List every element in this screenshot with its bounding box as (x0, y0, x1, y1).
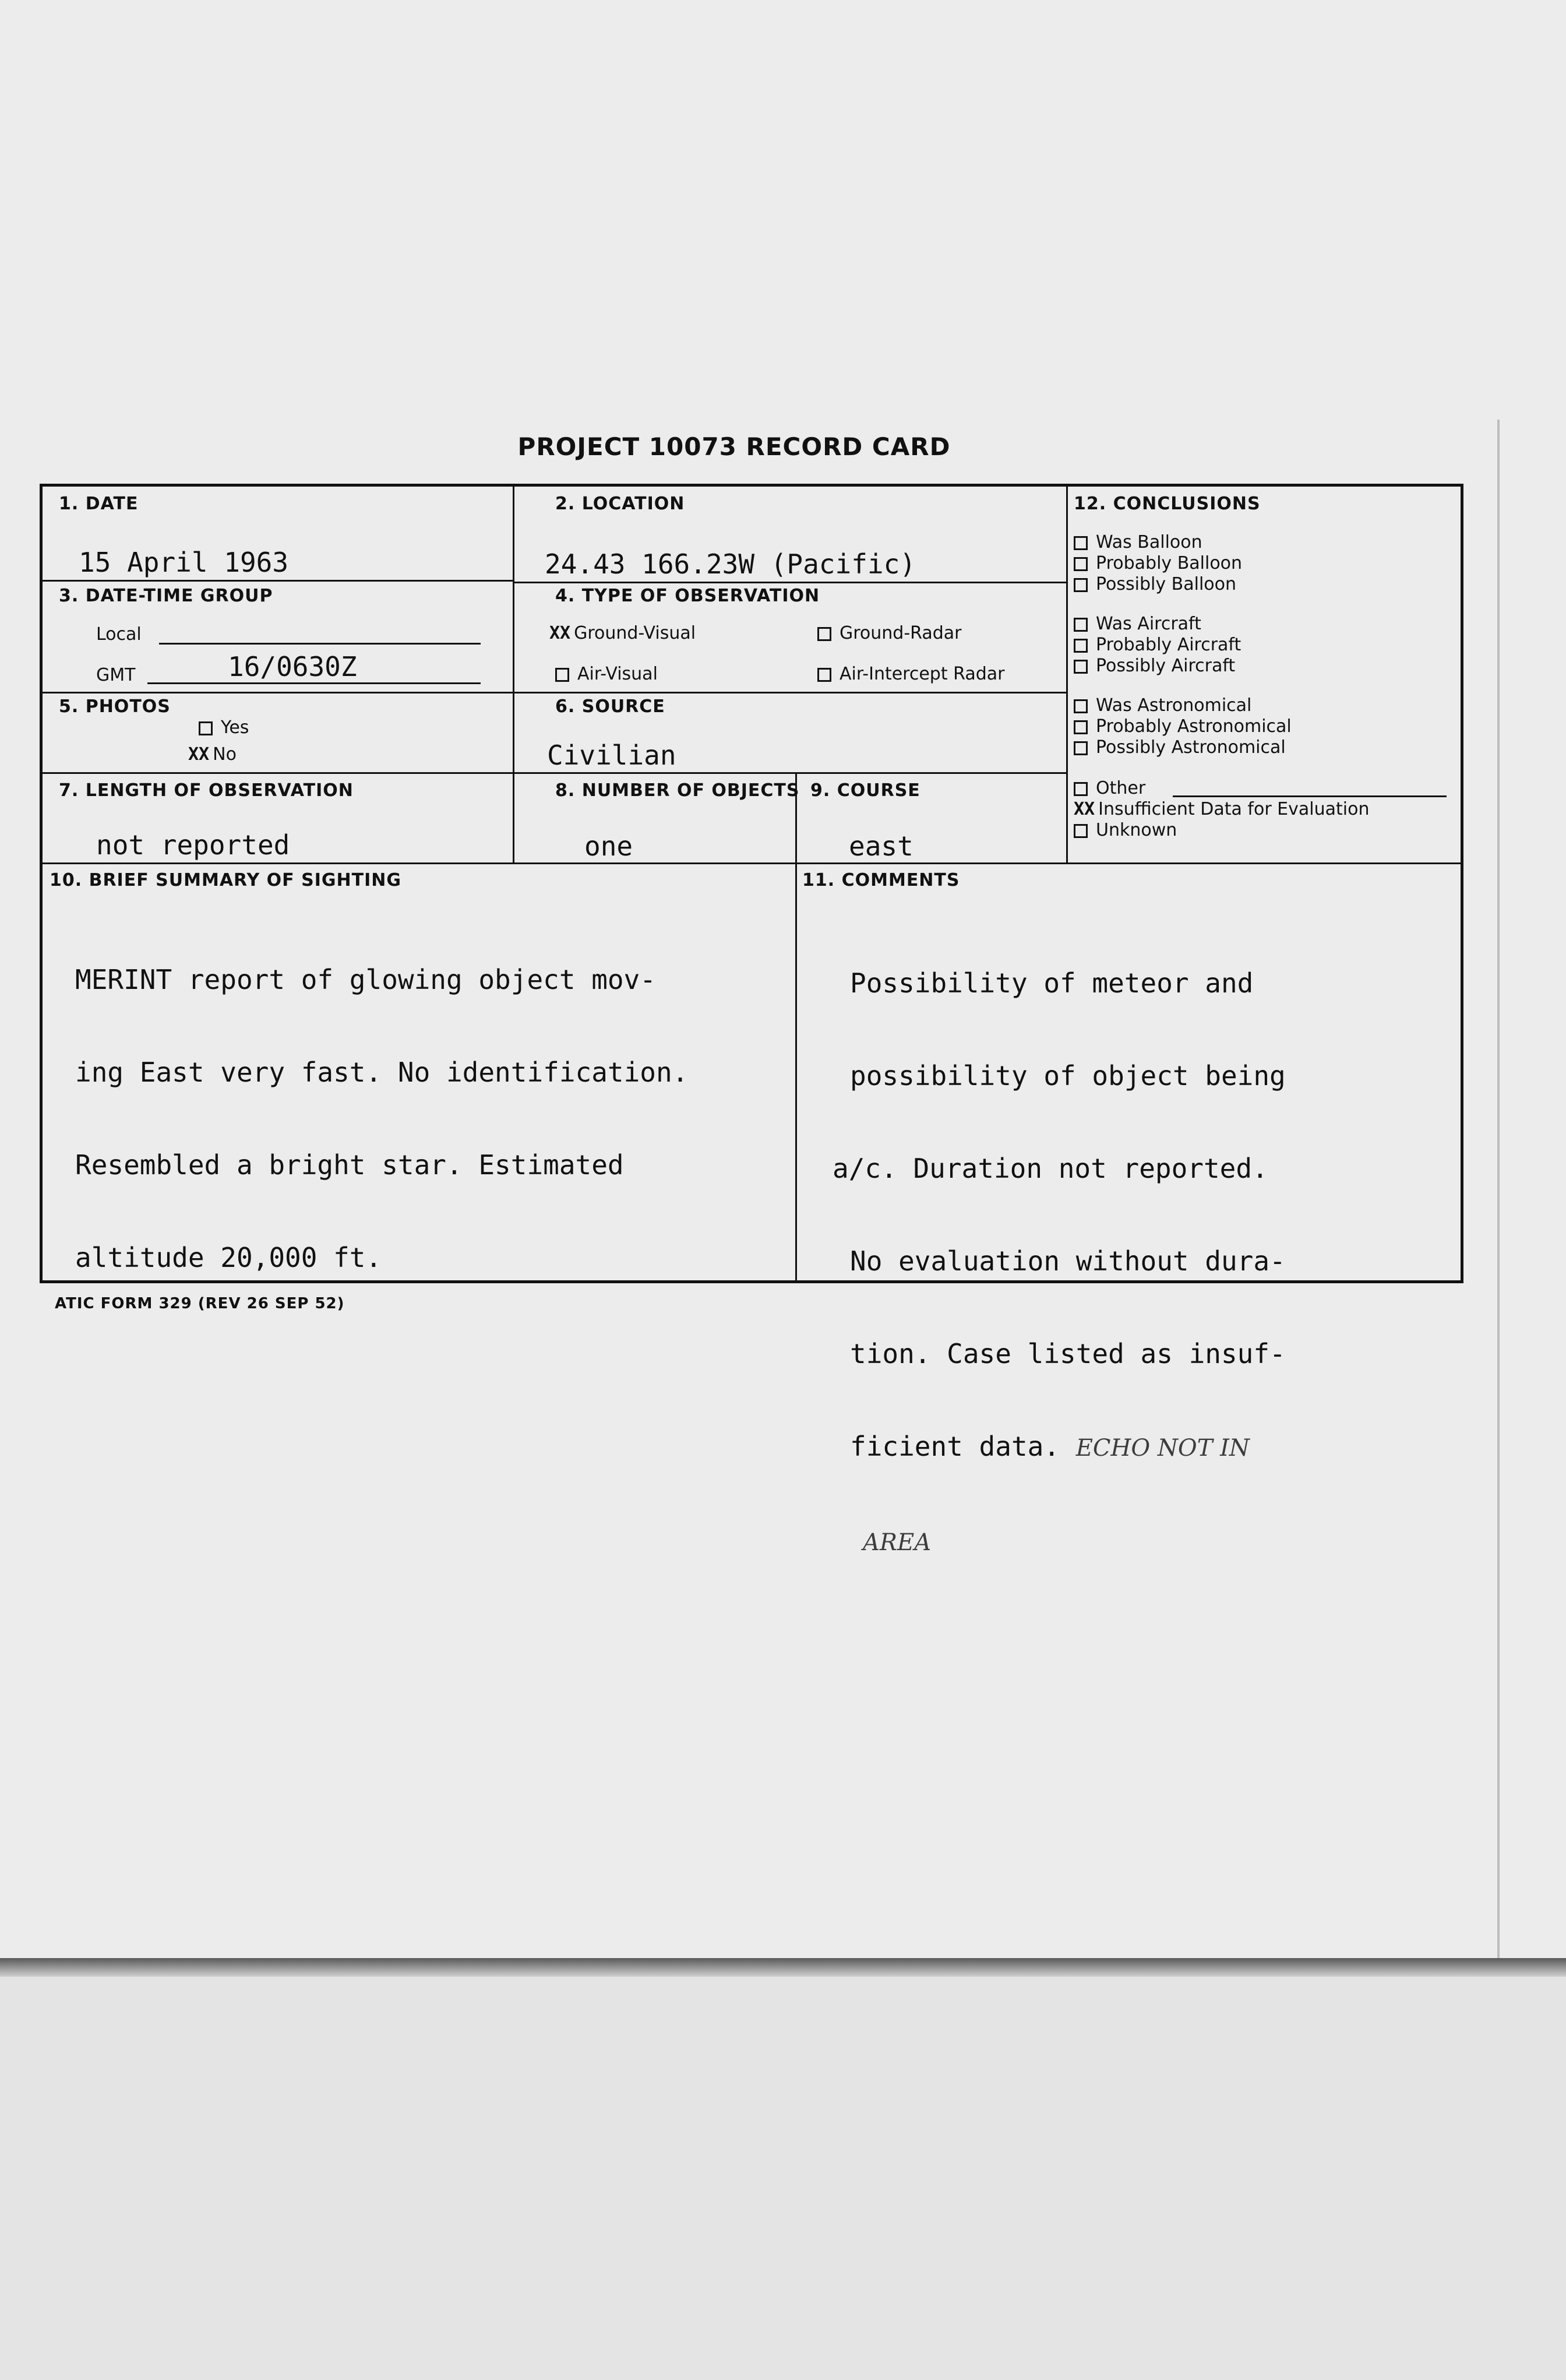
checkbox-icon (199, 721, 213, 735)
ground-visual-option (549, 623, 696, 643)
handwritten-note: ECHO NOT IN (1075, 1435, 1250, 1462)
summary-line: MERINT report of glowing object mov- (75, 964, 656, 995)
summary-line: Resembled a bright star. Estimated (75, 1149, 624, 1181)
divider (1066, 487, 1068, 862)
probably-balloon-label: Probably Balloon (1096, 553, 1243, 573)
other-field-line (1173, 795, 1447, 797)
possibly-balloon-label: Possibly Balloon (1096, 574, 1236, 594)
comments-label: 11. COMMENTS (802, 870, 960, 890)
local-label: Local (96, 624, 142, 645)
background-surface (0, 1977, 1566, 2380)
divider (43, 692, 1066, 693)
divider (43, 580, 513, 582)
checkbox-icon (1074, 660, 1088, 674)
location-value: 24.43 166.23W (Pacific) (545, 548, 916, 580)
checkbox-icon (817, 627, 831, 641)
length-value: not reported (96, 829, 290, 861)
divider (513, 487, 514, 862)
possibly-astronomical-label: Possibly Astronomical (1096, 737, 1286, 758)
air-intercept-radar-option (817, 664, 1004, 684)
probably-astronomical-option (1074, 716, 1292, 737)
was-aircraft-label: Was Aircraft (1096, 614, 1201, 634)
air-visual-option (555, 664, 658, 684)
unknown-label: Unknown (1096, 820, 1177, 840)
possibly-astronomical-option (1074, 737, 1292, 758)
source-label: 6. SOURCE (555, 696, 665, 717)
ground-radar-option (817, 623, 962, 643)
gmt-label: GMT (96, 665, 136, 685)
date-value: 15 April 1963 (79, 547, 289, 578)
gmt-value: 16/0630Z (228, 651, 357, 682)
comment-line-with-note (850, 1431, 1286, 1464)
was-balloon-option (1074, 532, 1242, 553)
checkbox-icon (1074, 639, 1088, 653)
handwritten-note-line (863, 1526, 1286, 1558)
comment-line: possibility of object being (850, 1060, 1286, 1092)
divider (43, 862, 1461, 864)
comment-line: ficient data. (850, 1431, 1060, 1462)
was-balloon-label: Was Balloon (1096, 532, 1202, 552)
possibly-balloon-option (1074, 574, 1242, 595)
photos-no-option (188, 744, 237, 765)
gmt-field-line (147, 682, 481, 684)
checkbox-icon (1074, 720, 1088, 734)
divider (513, 582, 1066, 583)
was-astronomical-option (1074, 695, 1292, 716)
photos-yes-label: Yes (221, 717, 249, 738)
checked-mark: XX (549, 623, 571, 643)
comment-line: No evaluation without dura- (850, 1245, 1286, 1277)
checkbox-icon (555, 668, 569, 682)
checkbox-icon (1074, 536, 1088, 550)
was-aircraft-option (1074, 614, 1241, 635)
checked-mark: XX (188, 744, 210, 765)
comment-line: a/c. Duration not reported. (833, 1153, 1268, 1184)
handwritten-note: AREA (863, 1529, 932, 1556)
conclusions-astronomical-group (1074, 695, 1292, 758)
date-label: 1. DATE (59, 494, 139, 514)
divider (795, 772, 797, 1283)
checked-mark: XX (1074, 799, 1095, 819)
possibly-aircraft-option (1074, 656, 1241, 677)
probably-balloon-option (1074, 553, 1242, 574)
course-label: 9. COURSE (810, 780, 920, 801)
conclusions-balloon-group (1074, 532, 1242, 595)
length-label: 7. LENGTH OF OBSERVATION (59, 780, 354, 801)
summary-text (75, 903, 688, 1335)
was-astronomical-label: Was Astronomical (1096, 695, 1252, 716)
local-field-line (159, 643, 481, 645)
probably-aircraft-label: Probably Aircraft (1096, 635, 1241, 655)
checkbox-icon (1074, 699, 1088, 713)
insufficient-option (1074, 799, 1369, 820)
objects-value: one (584, 830, 633, 862)
checkbox-icon (1074, 618, 1088, 632)
summary-label: 10. BRIEF SUMMARY OF SIGHTING (50, 870, 401, 890)
datetime-label: 3. DATE-TIME GROUP (59, 586, 273, 606)
comments-text (833, 906, 1286, 1620)
course-value: east (849, 830, 914, 862)
comment-line: Possibility of meteor and (850, 967, 1254, 999)
possibly-aircraft-label: Possibly Aircraft (1096, 656, 1236, 676)
paper-fold-line (1497, 420, 1500, 1958)
location-label: 2. LOCATION (555, 494, 685, 514)
checkbox-icon (817, 668, 831, 682)
divider (43, 772, 1066, 774)
air-visual-label: Air-Visual (577, 664, 658, 684)
paper-edge-shadow (0, 1958, 1566, 1977)
objects-label: 8. NUMBER OF OBJECTS (555, 780, 800, 801)
conclusions-aircraft-group (1074, 614, 1241, 677)
conclusions-label: 12. CONCLUSIONS (1074, 494, 1261, 514)
probably-astronomical-label: Probably Astronomical (1096, 716, 1292, 737)
comment-line: tion. Case listed as insuf- (850, 1338, 1286, 1369)
photos-label: 5. PHOTOS (59, 696, 171, 717)
photos-no-label: No (213, 744, 237, 765)
checkbox-icon (1074, 741, 1088, 755)
conclusions-other-group (1074, 778, 1369, 841)
checkbox-icon (1074, 557, 1088, 571)
summary-line: altitude 20,000 ft. (75, 1242, 382, 1273)
checkbox-icon (1074, 578, 1088, 592)
ground-visual-label: Ground-Visual (574, 623, 696, 643)
checkbox-icon (1074, 824, 1088, 838)
probably-aircraft-option (1074, 635, 1241, 656)
photos-yes-option (199, 717, 249, 738)
air-intercept-radar-label: Air-Intercept Radar (840, 664, 1005, 684)
checkbox-icon (1074, 782, 1088, 796)
card-title: PROJECT 10073 RECORD CARD (517, 432, 951, 461)
unknown-option (1074, 820, 1369, 841)
form-footer: ATIC FORM 329 (REV 26 SEP 52) (55, 1295, 345, 1312)
source-value: Civilian (547, 740, 676, 771)
observation-type-label: 4. TYPE OF OBSERVATION (555, 586, 820, 606)
ground-radar-label: Ground-Radar (840, 623, 962, 643)
insufficient-label: Insufficient Data for Evaluation (1098, 799, 1370, 819)
summary-line: ing East very fast. No identification. (75, 1057, 689, 1088)
other-label: Other (1096, 778, 1146, 798)
